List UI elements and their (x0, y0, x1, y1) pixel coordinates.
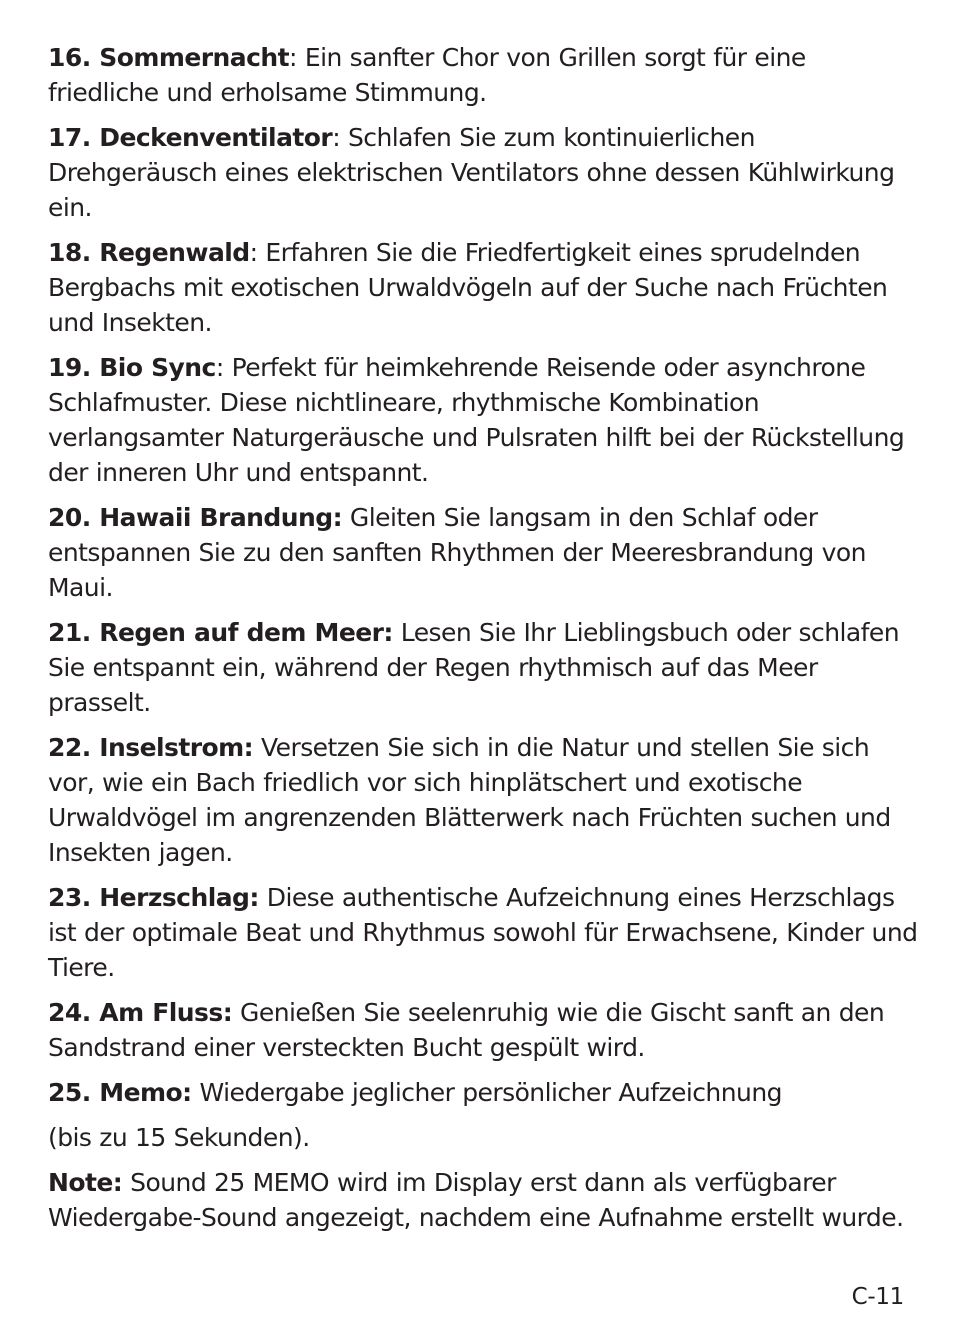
document-body (48, 40, 918, 1245)
entry-term: 24. Am Fluss: (48, 998, 233, 1027)
entry-term: 25. Memo: (48, 1078, 192, 1107)
entry-description: Lesen Sie Ihr Lieblingsbuch oder schlafen Sie entspannt ein, während der Regen rhythmisch auf das Meer prasselt. (48, 618, 900, 717)
page-number: C-11 (851, 1284, 904, 1310)
entry-term: 17. Deckenventilator (48, 123, 333, 152)
entry-term: 16. Sommernacht (48, 43, 290, 72)
entry-sommernacht (48, 40, 918, 110)
entry-am-fluss (48, 995, 918, 1065)
entry-description: Ein sanfter Chor von Grillen sorgt für eine friedliche und erholsame Stimmung. (48, 43, 806, 107)
entry-description: Wiedergabe jeglicher persönlicher Aufzeichnung (191, 1078, 782, 1107)
entry-herzschlag (48, 880, 918, 985)
entry-description: Perfekt für heimkehrende Reisende oder asynchrone Schlafmuster. Diese nichtlineare, rhythmische Kombination verlangsamter Naturgeräusche und Pulsraten hilft bei der Rückstellung der inneren Uhr und entspannt. (48, 353, 905, 487)
entry-description: Genießen Sie seelenruhig wie die Gischt sanft an den Sandstrand einer versteckten Bucht gespült wird. (48, 998, 885, 1062)
entry-separator: : (249, 238, 258, 267)
entry-memo (48, 1075, 918, 1110)
entry-description: Erfahren Sie die Friedfertigkeit eines sprudelnden Bergbachs mit exotischen Urwaldvögeln auf der Suche nach Früchten und Insekten. (48, 238, 888, 337)
entry-separator: : (289, 43, 297, 72)
entry-deckenventilator (48, 120, 918, 225)
entry-description: Gleiten Sie langsam in den Schlaf oder entspannen Sie zu den sanften Rhythmen der Meeresbrandung von Maui. (48, 503, 866, 602)
entry-hawaii-brandung (48, 500, 918, 605)
entry-separator: : (215, 353, 224, 382)
entry-inselstrom (48, 730, 918, 870)
entry-separator: : (332, 123, 341, 152)
note-paragraph (48, 1165, 918, 1235)
entry-regenwald (48, 235, 918, 340)
entry-term: 18. Regenwald (48, 238, 250, 267)
entry-bio-sync (48, 350, 918, 490)
entry-description: Diese authentische Aufzeichnung eines Herzschlags ist der optimale Beat und Rhythmus sowohl für Erwachsene, Kinder und Tiere. (48, 883, 918, 982)
note-text: Sound 25 MEMO wird im Display erst dann als verfügbarer Wiedergabe-Sound angezeigt, nachdem eine Aufnahme erstellt wurde. (48, 1168, 904, 1232)
entry-term: 19. Bio Sync (48, 353, 216, 382)
entry-description: Schlafen Sie zum kontinuierlichen Drehgeräusch eines elektrischen Ventilators ohne dessen Kühlwirkung ein. (48, 123, 895, 222)
entry-description: Versetzen Sie sich in die Natur und stellen Sie sich vor, wie ein Bach friedlich vor sich hinplätschert und exotische Urwaldvögel im angrenzenden Blätterwerk nach Früchten suchen und Insekten jagen. (48, 733, 891, 867)
entry-term: 23. Herzschlag: (48, 883, 259, 912)
entry-term: 20. Hawaii Brandung: (48, 503, 343, 532)
entry-term: 21. Regen auf dem Meer: (48, 618, 393, 647)
entry-regen-auf-dem-meer (48, 615, 918, 720)
note-term: Note: (48, 1168, 123, 1197)
memo-continuation: (bis zu 15 Sekunden). (48, 1123, 310, 1152)
entry-term: 22. Inselstrom: (48, 733, 254, 762)
